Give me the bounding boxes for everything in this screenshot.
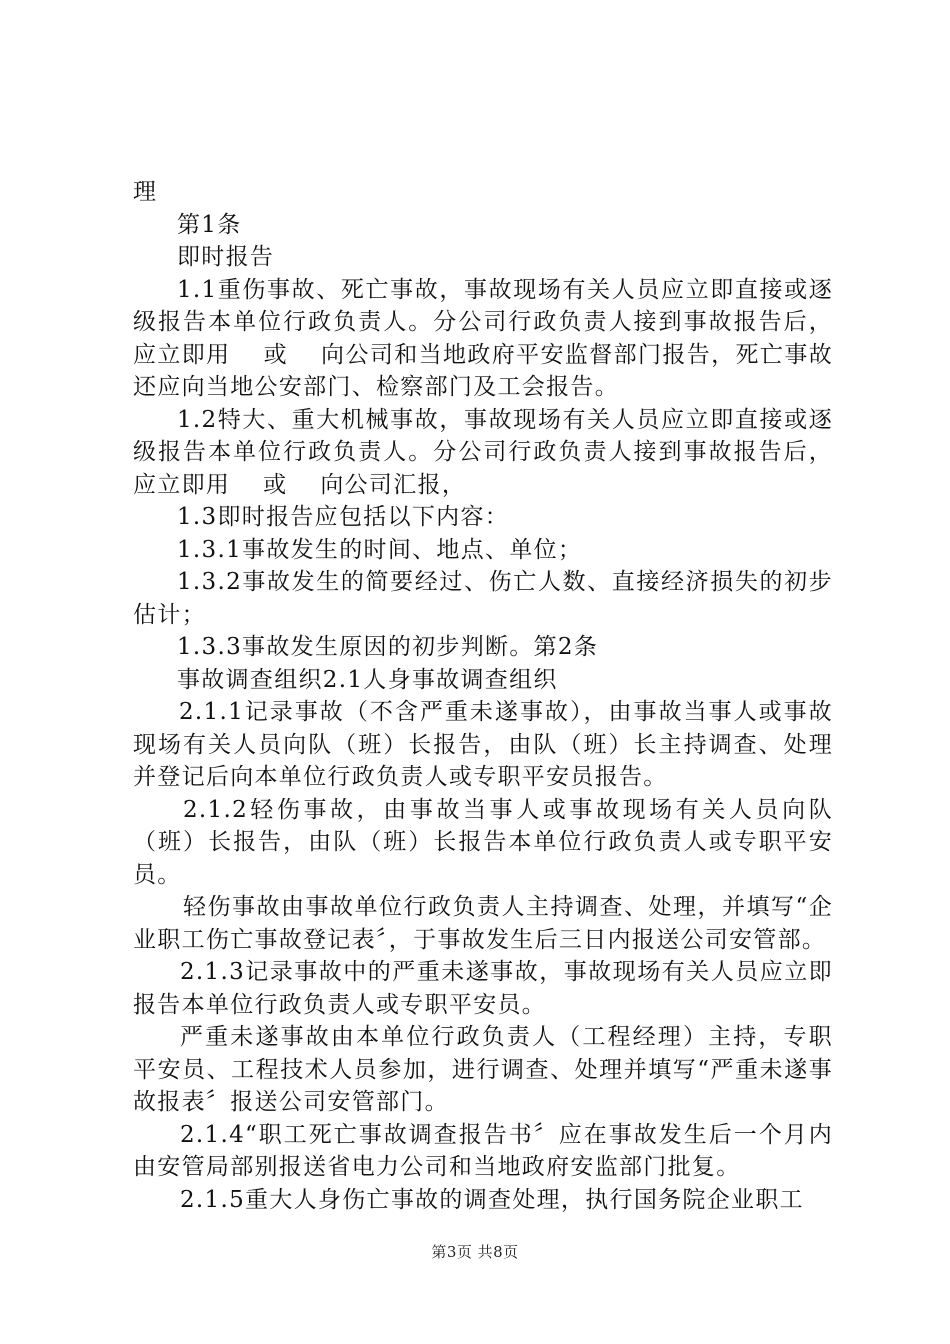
page-number-footer: 第3页 共8页 xyxy=(431,1243,519,1261)
paragraph-1-3-1: 1.3.1事故发生的时间、地点、单位； xyxy=(177,536,583,563)
paragraph-2-1-4: 2.1.4“职工死亡事故调查报告书〞应在事故发生后一个月内由安管局部别报送省电力公司和当地政府安监部门批复。 xyxy=(133,1121,833,1180)
document-body xyxy=(133,176,833,1216)
paragraph-1-3-2: 1.3.2事故发生的简要经过、伤亡人数、直接经济损失的初步估计； xyxy=(133,569,833,628)
paragraph-1-1: 1.1重伤事故、死亡事故，事故现场有关人员应立即直接或逐级报告本单位行政负责人。分公司行政负责人接到事故报告后，应立即用 或 向公司和当地政府平安监督部门报告，死亡事故还应向当地公安部门、检察部门及工会报告。 xyxy=(133,276,833,400)
paragraph-continuation: 理 xyxy=(133,179,158,205)
paragraph-2-1-5: 2.1.5重大人身伤亡事故的调查处理，执行国务院企业职工 xyxy=(180,1186,804,1213)
paragraph-2-1-2: 2.1.2轻伤事故，由事故当事人或事故现场有关人员向队（班）长报告，由队（班）长报告本单位行政负责人或专职平安员。 xyxy=(133,796,833,888)
paragraph-minor-injury: 轻伤事故由事故单位行政负责人主持调查、处理，并填写“企业职工伤亡事故登记表〞，于事故发生后三日内报送公司安管部。 xyxy=(133,894,833,953)
paragraph-2-1-1: 2.1.1记录事故（不含严重未遂事故），由事故当事人或事故现场有关人员向队（班）长报告，由队（班）长主持调查、处理并登记后向本单位行政负责人或专职平安员报告。 xyxy=(133,699,833,790)
paragraph-1-2: 1.2特大、重大机械事故，事故现场有关人员应立即直接或逐级报告本单位行政负责人。分公司行政负责人接到事故报告后，应立即用 或 向公司汇报， xyxy=(133,406,833,498)
paragraph-1-3: 1.3即时报告应包括以下内容： xyxy=(177,504,510,530)
article-heading-1: 第1条 xyxy=(177,211,242,238)
paragraph-2-1-3: 2.1.3记录事故中的严重未遂事故，事故现场有关人员应立即报告本单位行政负责人或专职平安员。 xyxy=(133,959,833,1018)
paragraph-serious-near-miss: 严重未遂事故由本单位行政负责人（工程经理）主持，专职平安员、工程技术人员参加，进行调查、处理并填写“严重未遂事故报表〞报送公司安管部门。 xyxy=(133,1024,833,1115)
paragraph-1-3-3: 1.3.3事故发生原因的初步判断。第2条 xyxy=(177,634,599,660)
section-title-immediate-report: 即时报告 xyxy=(177,244,275,270)
section-title-investigation: 事故调查组织2.1人身事故调查组织 xyxy=(177,666,558,693)
